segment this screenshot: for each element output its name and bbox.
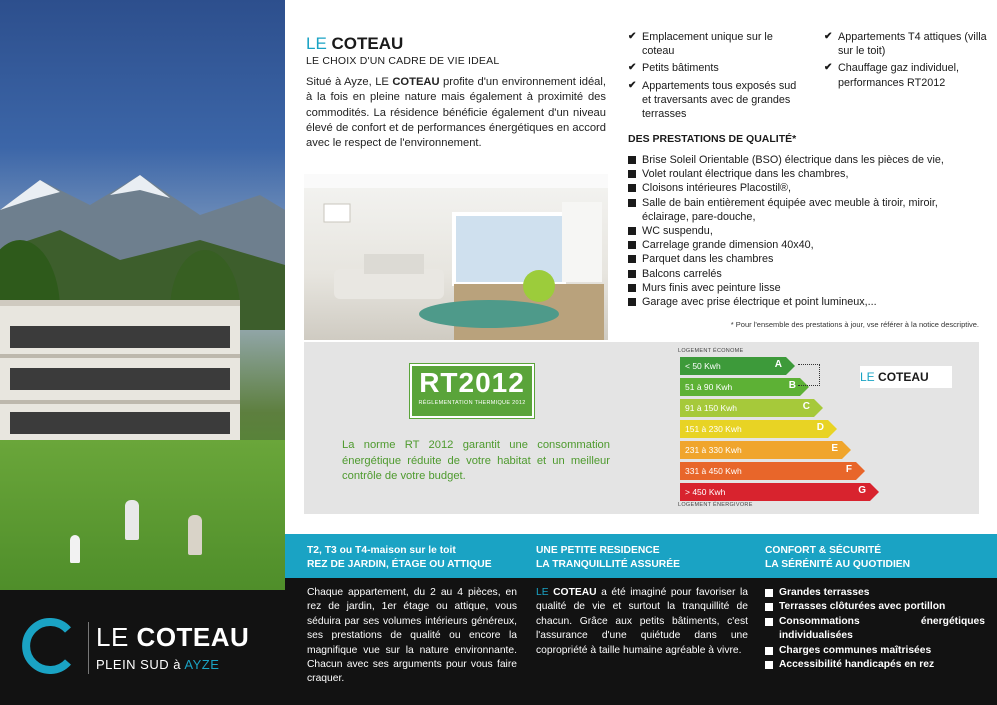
rating-bracket — [798, 364, 820, 386]
building-illustration — [0, 300, 240, 450]
check-icon: ✔ — [824, 62, 833, 74]
prestations-footnote: * Pour l'ensemble des prestations à jour, vse référer à la notice descriptive. — [730, 320, 979, 329]
feature-item: ✔ Petits bâtiments — [628, 62, 719, 75]
person-figure — [188, 515, 202, 555]
person-figure — [70, 535, 80, 563]
list-item: Grandes terrasses — [765, 586, 985, 600]
check-icon: ✔ — [824, 31, 833, 42]
col2-text: LE COTEAU a été imaginé pour favoriser la qualité de vie et surtout la tranquillité de chacun. Grâce aux petits bâtiments, c'est l'assurance d'une quiétude dans une copropriété à taille humaine agréable à vivre. — [536, 587, 748, 656]
col1-text: Chaque appartement, du 2 au 4 pièces, en rez de jardin, 1er étage ou attique, vous séduira par ses volumes intérieurs généreux, ses prestations de qualité ou encore la magnifique vue sur la nature environnante. Chacun avec ses arguments pour vous faire craquer. — [307, 587, 517, 685]
list-item: Carrelage grande dimension 40x40, — [628, 238, 983, 252]
col3-list — [765, 586, 985, 672]
page-subtitle: LE CHOIX D'UN CADRE DE VIE IDEAL — [306, 55, 500, 67]
person-figure — [125, 500, 139, 540]
list-item: Balcons carrelés — [628, 267, 983, 281]
energy-bar-c: 91 à 150 Kwh C — [680, 399, 814, 417]
features-left — [628, 30, 808, 124]
list-item: Garage avec prise électrique et point lumineux,... — [628, 295, 983, 309]
list-item: Consommations énergétiques individualisées — [765, 615, 985, 644]
logo-name: LE COTEAU — [96, 622, 250, 652]
logo-c-icon — [22, 618, 78, 674]
list-item: Charges communes maîtrisées — [765, 644, 985, 658]
list-item: WC suspendu, — [628, 224, 983, 238]
hero-photo — [0, 0, 285, 590]
col2-heading: UNE PETITE RESIDENCE LA TRANQUILLITÉ ASSURÉE — [536, 545, 680, 570]
interior-photo — [304, 174, 608, 340]
logo-tagline: PLEIN SUD à AYZE — [96, 657, 220, 672]
page-title: LE COTEAU — [306, 34, 404, 53]
list-item: Salle de bain entièrement équipée avec meuble à tiroir, miroir, éclairage, pare-douche, — [628, 196, 983, 224]
list-item: Brise Soleil Orientable (BSO) électrique dans les pièces de vie, — [628, 153, 983, 167]
intro-paragraph: Situé à Ayze, LE COTEAU profite d'un environnement idéal, à la fois en pleine nature mais également à proximité des commodités. La résidence bénéficie également d'un niveau élevé de confort et de performances énergétiques en accord avec le respect de l'environnement. — [306, 76, 606, 150]
feature-item: ✔ Appartements T4 attiques (villa sur le toit) — [824, 31, 987, 58]
rt2012-badge: RT2012 RÉGLEMENTATION THERMIQUE 2012 — [410, 364, 534, 418]
lawn — [0, 440, 285, 590]
energy-bar-g: > 450 Kwh G — [680, 483, 870, 501]
list-item: Cloisons intérieures Placostil®, — [628, 181, 983, 195]
logo-block — [0, 590, 285, 705]
logo-divider — [88, 622, 89, 674]
scale-label-bottom: LOGEMENT ÉNERGIVORE — [678, 502, 753, 508]
living-room-illustration — [304, 174, 608, 340]
list-item: Murs finis avec peinture lisse — [628, 281, 983, 295]
energy-bar-b: 51 à 90 Kwh B — [680, 378, 800, 396]
energy-bar-a: < 50 Kwh A — [680, 357, 786, 375]
feature-item: ✔ Chauffage gaz individuel, performances RT2012 — [824, 62, 960, 89]
col3-heading: CONFORT & SÉCURITÉ LA SÉRÉNITÉ AU QUOTIDIEN — [765, 545, 911, 570]
feature-item: ✔ Emplacement unique sur le coteau — [628, 31, 773, 58]
features-right — [824, 30, 988, 93]
check-icon: ✔ — [628, 62, 637, 74]
intro-section — [306, 34, 606, 151]
scale-label-top: LOGEMENT ÉCONOME — [678, 348, 744, 354]
list-item: Volet roulant électrique dans les chambres, — [628, 167, 983, 181]
check-icon: ✔ — [628, 79, 637, 91]
feature-item: ✔ Appartements tous exposés sud et traversants avec de grandes terrasses — [628, 79, 797, 121]
prestations-list — [628, 153, 983, 309]
list-item: Parquet dans les chambres — [628, 252, 983, 266]
bottom-header-band — [285, 534, 997, 578]
energy-section — [304, 342, 979, 514]
bottom-body-band — [285, 578, 997, 705]
energy-bar-f: 331 à 450 Kwh F — [680, 462, 856, 480]
rt2012-description: La norme RT 2012 garantit une consommation énergétique réduite de votre habitat et un meilleur contrôle de votre budget. — [342, 439, 610, 482]
list-item: Terrasses clôturées avec portillon — [765, 600, 985, 614]
col1-heading: T2, T3 ou T4-maison sur le toit REZ DE JARDIN, ÉTAGE OU ATTIQUE — [307, 545, 492, 570]
list-item: Accessibilité handicapés en rez — [765, 658, 985, 672]
energy-bar-e: 231 à 330 Kwh E — [680, 441, 842, 459]
prestations-title: DES PRESTATIONS DE QUALITÉ* — [628, 133, 797, 145]
check-icon: ✔ — [628, 31, 637, 42]
energy-bar-d: 151 à 230 Kwh D — [680, 420, 828, 438]
energy-rating-label: LE COTEAU — [860, 366, 952, 388]
